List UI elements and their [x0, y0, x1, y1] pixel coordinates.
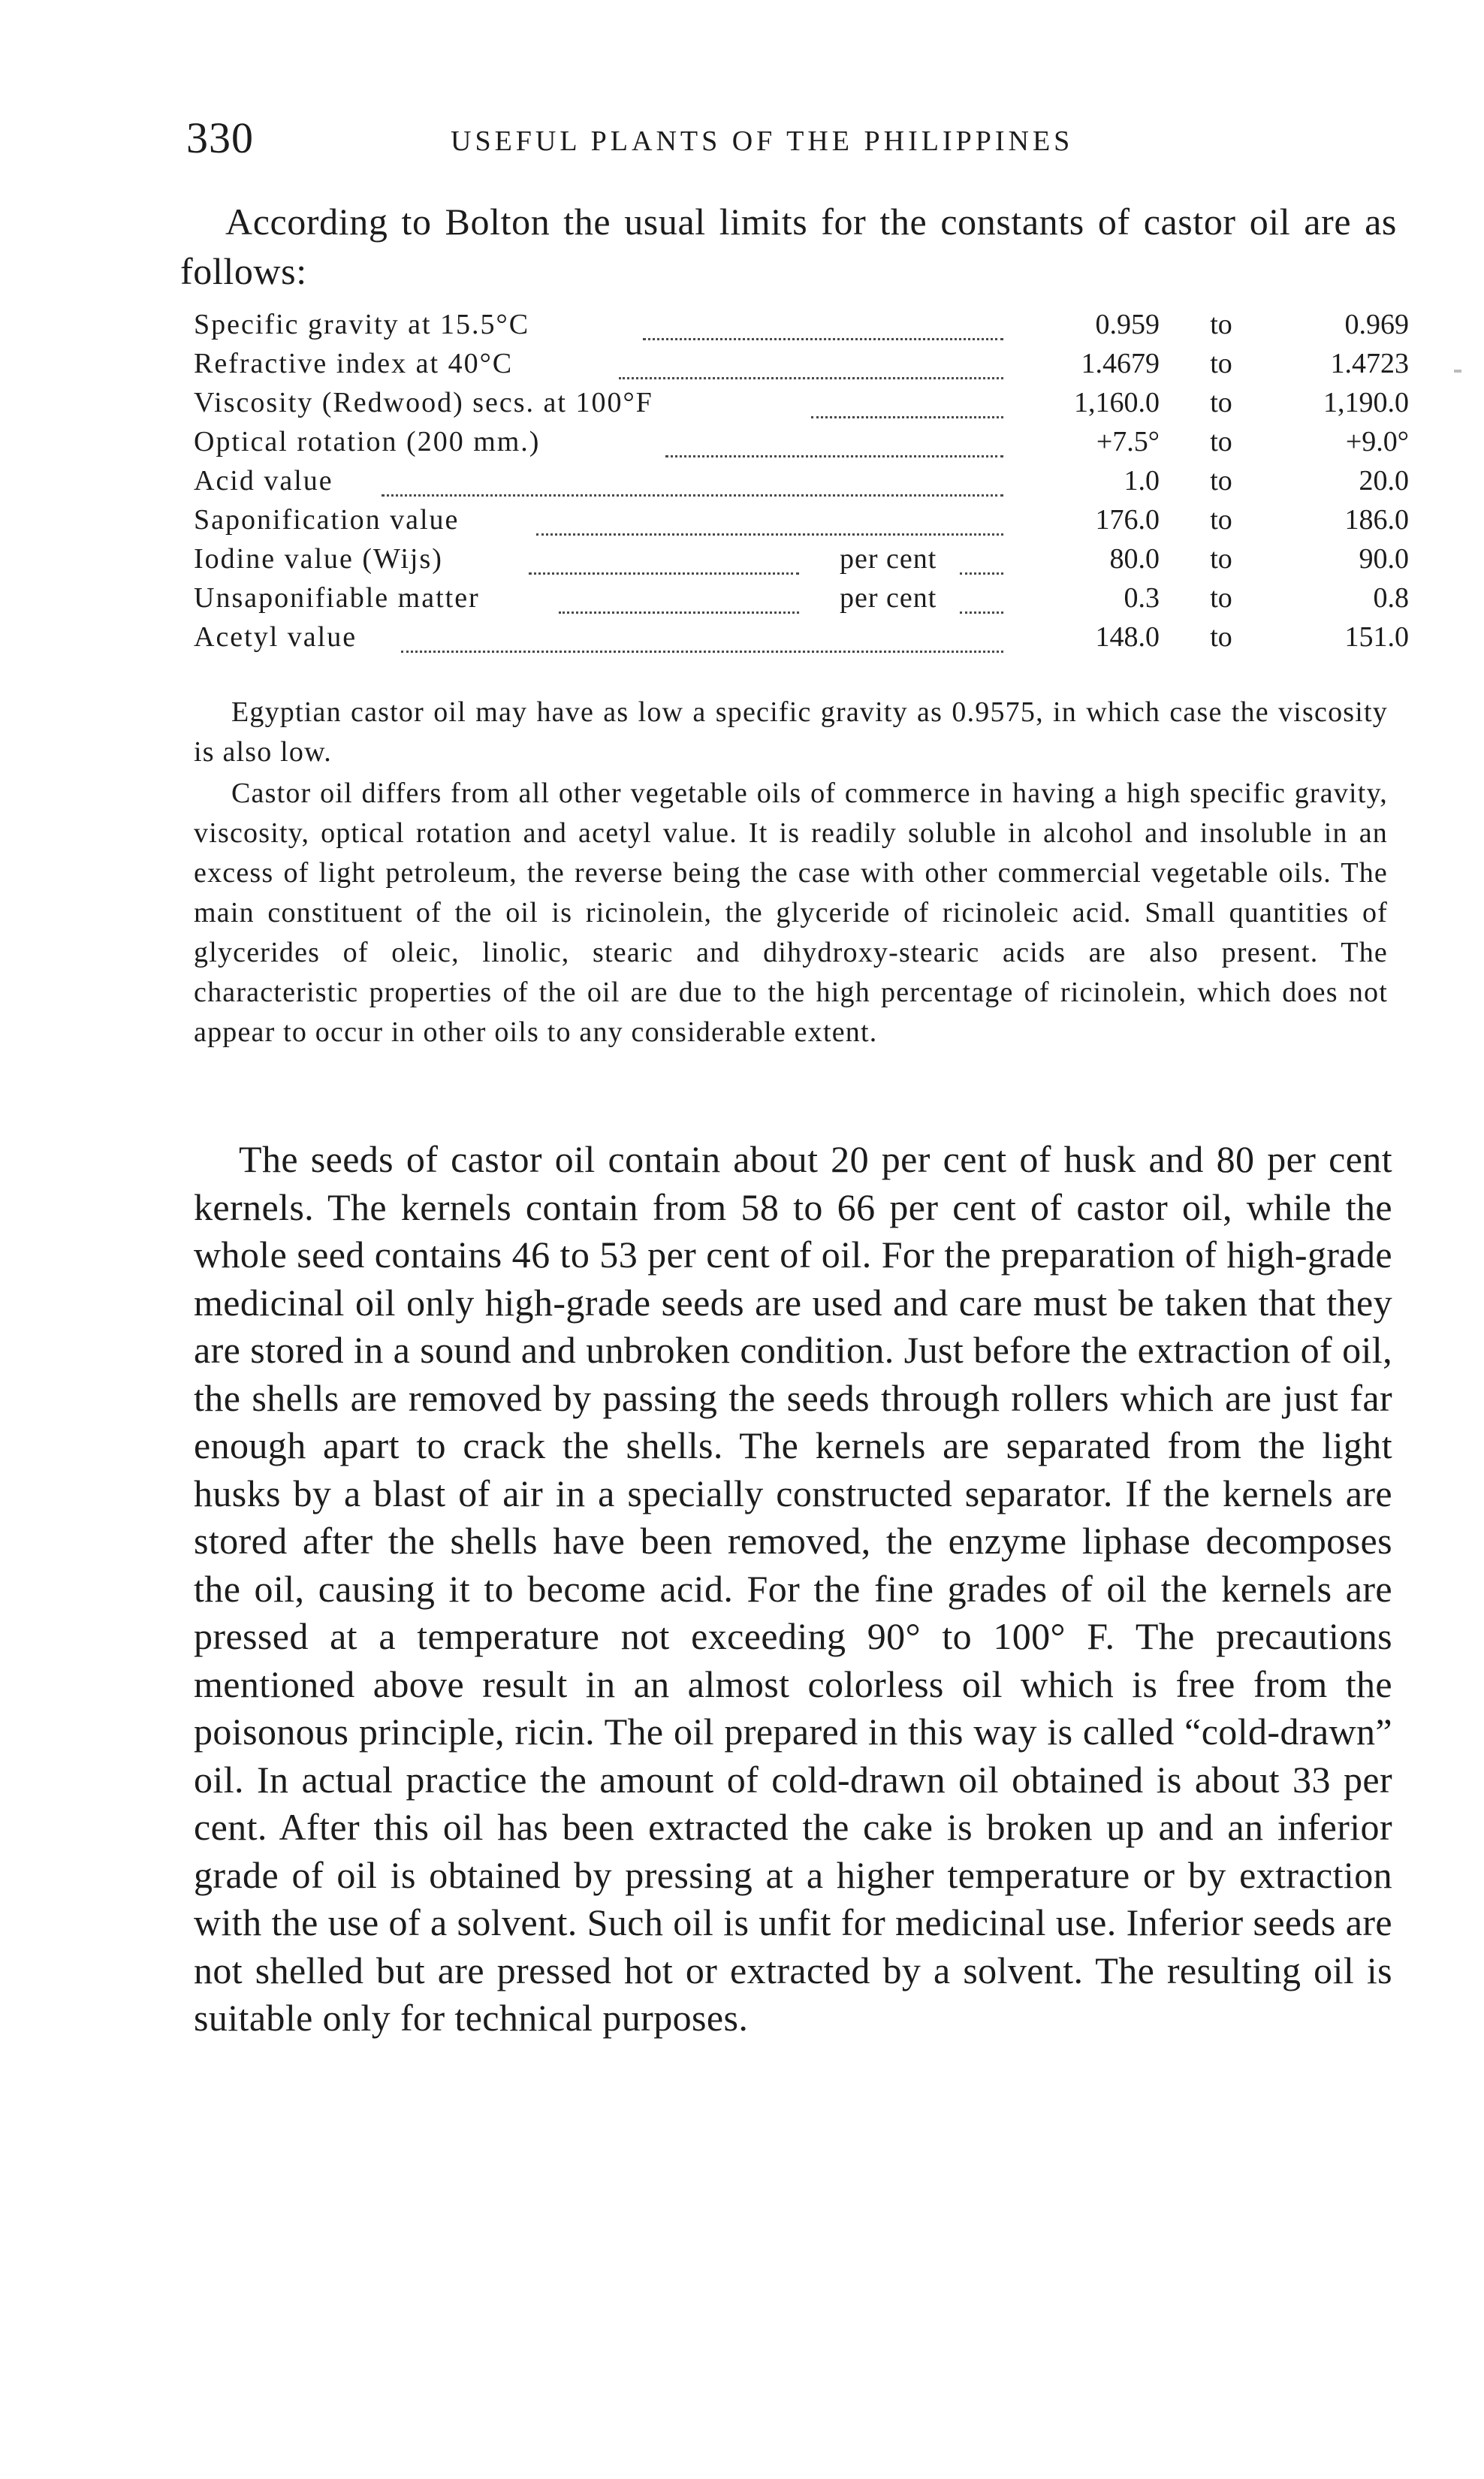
- constant-row: [194, 621, 1409, 660]
- dot-leader: [619, 347, 1003, 379]
- constant-label: Optical rotation (200 mm.): [194, 426, 541, 457]
- constant-row: [194, 425, 1409, 464]
- note-castor-properties: Castor oil differs from all other vegetable oils of commerce in having a high specific gravity, viscosity, optical rotation and acetyl value. It is readily soluble in alcohol and insoluble in an excess of light petroleum, the reverse being the case with other commercial vegetable oils. The main constituent of the oil is ricinolein, the glyceride of ricinoleic acid. Small quantities of glycerides of oleic, linolic, stearic and dihydroxy-stearic acids are also present. The characteristic properties of the oil are due to the high percentage of ricinolein, which does not appear to occur in other oils to any considerable extent.: [194, 778, 1388, 1048]
- constant-low: 176.0: [1095, 504, 1160, 536]
- constant-row: [194, 581, 1409, 621]
- constant-to: to: [1210, 348, 1232, 379]
- constant-low: 0.3: [1124, 582, 1160, 614]
- constant-row: [194, 464, 1409, 503]
- constant-low: 0.959: [1095, 309, 1160, 340]
- intro-paragraph: According to Bolton the usual limits for the constants of castor oil are as follows:: [180, 201, 1397, 292]
- page-number: 330: [186, 113, 254, 162]
- dot-leader: [401, 621, 1003, 653]
- constant-to: to: [1210, 582, 1232, 614]
- constant-label: Iodine value (Wijs): [194, 543, 443, 575]
- constant-high: 151.0: [1344, 621, 1409, 653]
- dot-leader: [665, 425, 1003, 457]
- running-title: USEFUL PLANTS OF THE PHILIPPINES: [451, 125, 1074, 157]
- constant-low: 148.0: [1095, 621, 1160, 653]
- dot-leader: [529, 542, 799, 575]
- constant-to: to: [1210, 465, 1232, 497]
- constant-high: 0.8: [1373, 582, 1409, 614]
- constant-to: to: [1210, 504, 1232, 536]
- constant-label: Acetyl value: [194, 621, 357, 653]
- dot-leader: [536, 503, 1003, 536]
- constant-high: 90.0: [1359, 543, 1409, 575]
- constant-low: +7.5°: [1096, 426, 1160, 457]
- constant-unit: per cent: [840, 543, 937, 575]
- constant-label: Refractive index at 40°C: [194, 348, 514, 379]
- constant-low: 1.4679: [1081, 348, 1160, 379]
- constant-high: 0.969: [1344, 309, 1409, 340]
- constant-label: Viscosity (Redwood) secs. at 100°F: [194, 387, 653, 418]
- constant-low: 1.0: [1124, 465, 1160, 497]
- constant-row: [194, 542, 1409, 581]
- constant-to: to: [1210, 387, 1232, 418]
- constant-to: to: [1210, 543, 1232, 575]
- main-paragraph: The seeds of castor oil contain about 20 per cent of husk and 80 per cent kernels. The kernels contain from 58 to 66 per cent of castor oil, while the whole seed contains 46 to 53 per cent of oil. For the preparation of high-grade medicinal oil only high-grade seeds are used and care must be taken that they are stored in a sound and unbroken condition. Just before the extraction of oil, the shells are removed by passing the seeds through rollers which are just far enough apart to crack the shells. The kernels are separated from the light husks by a blast of air in a specially constructed separator. If the kernels are stored after the shells have been removed, the enzyme liphase decomposes the oil, causing it to become acid. For the fine grades of oil the kernels are pressed at a temperature not exceeding 90° to 100° F. The precautions mentioned above result in an almost colorless oil which is free from the poisonous principle, ricin. The oil prepared in this way is called “cold-drawn” oil. In actual practice the amount of cold-drawn oil obtained is about 33 per cent. After this oil has been extracted the cake is broken up and an inferior grade of oil is obtained by pressing at a higher temperature or by extraction with the use of a solvent. Such oil is unfit for medicinal use. Inferior seeds are not shelled but are pressed hot or extracted by a solvent. The resulting oil is suitable only for technical purposes.: [194, 1138, 1392, 2039]
- constant-row: [194, 386, 1409, 425]
- page-header: [180, 113, 1382, 173]
- constant-row: [194, 308, 1409, 347]
- constant-row: [194, 347, 1409, 386]
- dot-leader: [643, 308, 1003, 340]
- constant-label: Saponification value: [194, 504, 460, 536]
- constant-low: 1,160.0: [1074, 387, 1160, 418]
- constant-label: Unsaponifiable matter: [194, 582, 480, 614]
- dot-leader: [811, 386, 1003, 418]
- constant-to: to: [1210, 309, 1232, 340]
- dot-leader: [382, 464, 1003, 497]
- constant-unit: per cent: [840, 582, 937, 614]
- constant-label: Acid value: [194, 465, 333, 497]
- constant-to: to: [1210, 621, 1232, 653]
- margin-mark: [1454, 370, 1461, 373]
- dot-leader: [559, 581, 799, 614]
- constant-high: +9.0°: [1345, 426, 1409, 457]
- constant-to: to: [1210, 426, 1232, 457]
- constant-high: 186.0: [1344, 504, 1409, 536]
- constant-low: 80.0: [1109, 543, 1160, 575]
- dot-leader: [960, 581, 1003, 614]
- constant-label: Specific gravity at 15.5°C: [194, 309, 530, 340]
- constant-high: 1,190.0: [1323, 387, 1409, 418]
- dot-leader: [960, 542, 1003, 575]
- constant-row: [194, 503, 1409, 542]
- note-egyptian-oil: Egyptian castor oil may have as low a specific gravity as 0.9575, in which case the viscosity is also low.: [194, 696, 1388, 768]
- constant-high: 20.0: [1359, 465, 1409, 497]
- constant-high: 1.4723: [1330, 348, 1409, 379]
